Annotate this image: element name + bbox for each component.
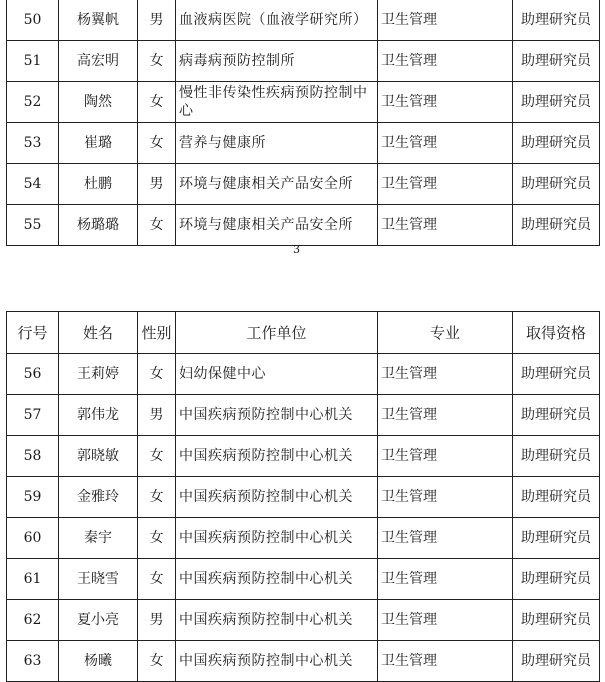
cell-gender: 男: [138, 395, 176, 436]
cell-qualification: 助理研究员: [513, 354, 600, 395]
cell-major: 卫生管理: [378, 641, 513, 682]
cell-gender: 女: [138, 436, 176, 477]
cell-qualification: 助理研究员: [513, 436, 600, 477]
cell-name: 金雅玲: [59, 477, 138, 518]
cell-major: 卫生管理: [378, 164, 513, 205]
cell-index: 55: [7, 205, 59, 246]
page-number: 3: [293, 243, 300, 256]
header-index: 行号: [7, 312, 59, 354]
cell-gender: 男: [138, 0, 176, 41]
cell-major: 卫生管理: [378, 600, 513, 641]
cell-index: 52: [7, 82, 59, 123]
cell-unit: 中国疾病预防控制中心机关: [176, 559, 378, 600]
cell-major: 卫生管理: [378, 436, 513, 477]
cell-unit: 中国疾病预防控制中心机关: [176, 477, 378, 518]
cell-name: 王晓雪: [59, 559, 138, 600]
cell-gender: 女: [138, 41, 176, 82]
cell-name: 崔璐: [59, 123, 138, 164]
header-qualification: 取得资格: [513, 312, 600, 354]
cell-major: 卫生管理: [378, 559, 513, 600]
cell-major: 卫生管理: [378, 123, 513, 164]
cell-gender: 男: [138, 164, 176, 205]
cell-unit: 中国疾病预防控制中心机关: [176, 436, 378, 477]
cell-qualification: 助理研究员: [513, 0, 600, 41]
cell-gender: 女: [138, 123, 176, 164]
table-row: [7, 354, 600, 395]
header-unit: 工作单位: [176, 312, 378, 354]
cell-major: 卫生管理: [378, 82, 513, 123]
cell-unit: 中国疾病预防控制中心机关: [176, 641, 378, 682]
cell-unit: 环境与健康相关产品安全所: [176, 205, 378, 246]
cell-name: 夏小亮: [59, 600, 138, 641]
cell-qualification: 助理研究员: [513, 41, 600, 82]
cell-unit: 环境与健康相关产品安全所: [176, 164, 378, 205]
header-major: 专业: [378, 312, 513, 354]
table-row: [7, 41, 600, 82]
cell-index: 53: [7, 123, 59, 164]
cell-unit: 中国疾病预防控制中心机关: [176, 600, 378, 641]
table-row: [7, 123, 600, 164]
cell-unit: 中国疾病预防控制中心机关: [176, 395, 378, 436]
cell-gender: 女: [138, 205, 176, 246]
cell-name: 杨曦: [59, 641, 138, 682]
cell-qualification: 助理研究员: [513, 641, 600, 682]
table-header-row: [7, 312, 600, 354]
table-row: [7, 518, 600, 559]
table-row: [7, 82, 600, 123]
cell-index: 51: [7, 41, 59, 82]
cell-qualification: 助理研究员: [513, 123, 600, 164]
cell-gender: 女: [138, 477, 176, 518]
cell-index: 56: [7, 354, 59, 395]
cell-index: 62: [7, 600, 59, 641]
cell-name: 杨翼帆: [59, 0, 138, 41]
cell-unit: 营养与健康所: [176, 123, 378, 164]
cell-qualification: 助理研究员: [513, 559, 600, 600]
personnel-table-bottom: [6, 311, 600, 682]
cell-name: 高宏明: [59, 41, 138, 82]
cell-qualification: 助理研究员: [513, 164, 600, 205]
cell-name: 秦宇: [59, 518, 138, 559]
cell-qualification: 助理研究员: [513, 395, 600, 436]
cell-major: 卫生管理: [378, 354, 513, 395]
cell-gender: 女: [138, 518, 176, 559]
table-row: [7, 205, 600, 246]
cell-name: 陶然: [59, 82, 138, 123]
table-row: [7, 641, 600, 682]
table-row: [7, 436, 600, 477]
cell-gender: 女: [138, 559, 176, 600]
cell-qualification: 助理研究员: [513, 205, 600, 246]
cell-index: 50: [7, 0, 59, 41]
table-row: [7, 164, 600, 205]
table-row: [7, 600, 600, 641]
cell-index: 59: [7, 477, 59, 518]
cell-gender: 女: [138, 641, 176, 682]
cell-name: 杜鹏: [59, 164, 138, 205]
cell-unit: 血液病医院（血液学研究所）: [176, 0, 378, 41]
cell-name: 杨璐璐: [59, 205, 138, 246]
cell-index: 54: [7, 164, 59, 205]
header-gender: 性别: [138, 312, 176, 354]
table-row: [7, 395, 600, 436]
cell-unit: 慢性非传染性疾病预防控制中心: [176, 82, 378, 123]
table-row: [7, 0, 600, 41]
cell-index: 58: [7, 436, 59, 477]
cell-unit: 中国疾病预防控制中心机关: [176, 518, 378, 559]
header-name: 姓名: [59, 312, 138, 354]
cell-index: 60: [7, 518, 59, 559]
cell-qualification: 助理研究员: [513, 518, 600, 559]
cell-qualification: 助理研究员: [513, 477, 600, 518]
cell-major: 卫生管理: [378, 518, 513, 559]
cell-name: 郭晓敏: [59, 436, 138, 477]
table-row: [7, 559, 600, 600]
cell-name: 郭伟龙: [59, 395, 138, 436]
cell-unit: 妇幼保健中心: [176, 354, 378, 395]
cell-index: 57: [7, 395, 59, 436]
cell-gender: 女: [138, 354, 176, 395]
cell-major: 卫生管理: [378, 477, 513, 518]
cell-gender: 女: [138, 82, 176, 123]
personnel-table-top: [6, 0, 600, 246]
cell-unit: 病毒病预防控制所: [176, 41, 378, 82]
cell-name: 王莉婷: [59, 354, 138, 395]
cell-major: 卫生管理: [378, 205, 513, 246]
cell-qualification: 助理研究员: [513, 600, 600, 641]
cell-qualification: 助理研究员: [513, 82, 600, 123]
table-row: [7, 477, 600, 518]
cell-major: 卫生管理: [378, 0, 513, 41]
cell-gender: 男: [138, 600, 176, 641]
cell-index: 61: [7, 559, 59, 600]
cell-major: 卫生管理: [378, 41, 513, 82]
cell-major: 卫生管理: [378, 395, 513, 436]
cell-index: 63: [7, 641, 59, 682]
